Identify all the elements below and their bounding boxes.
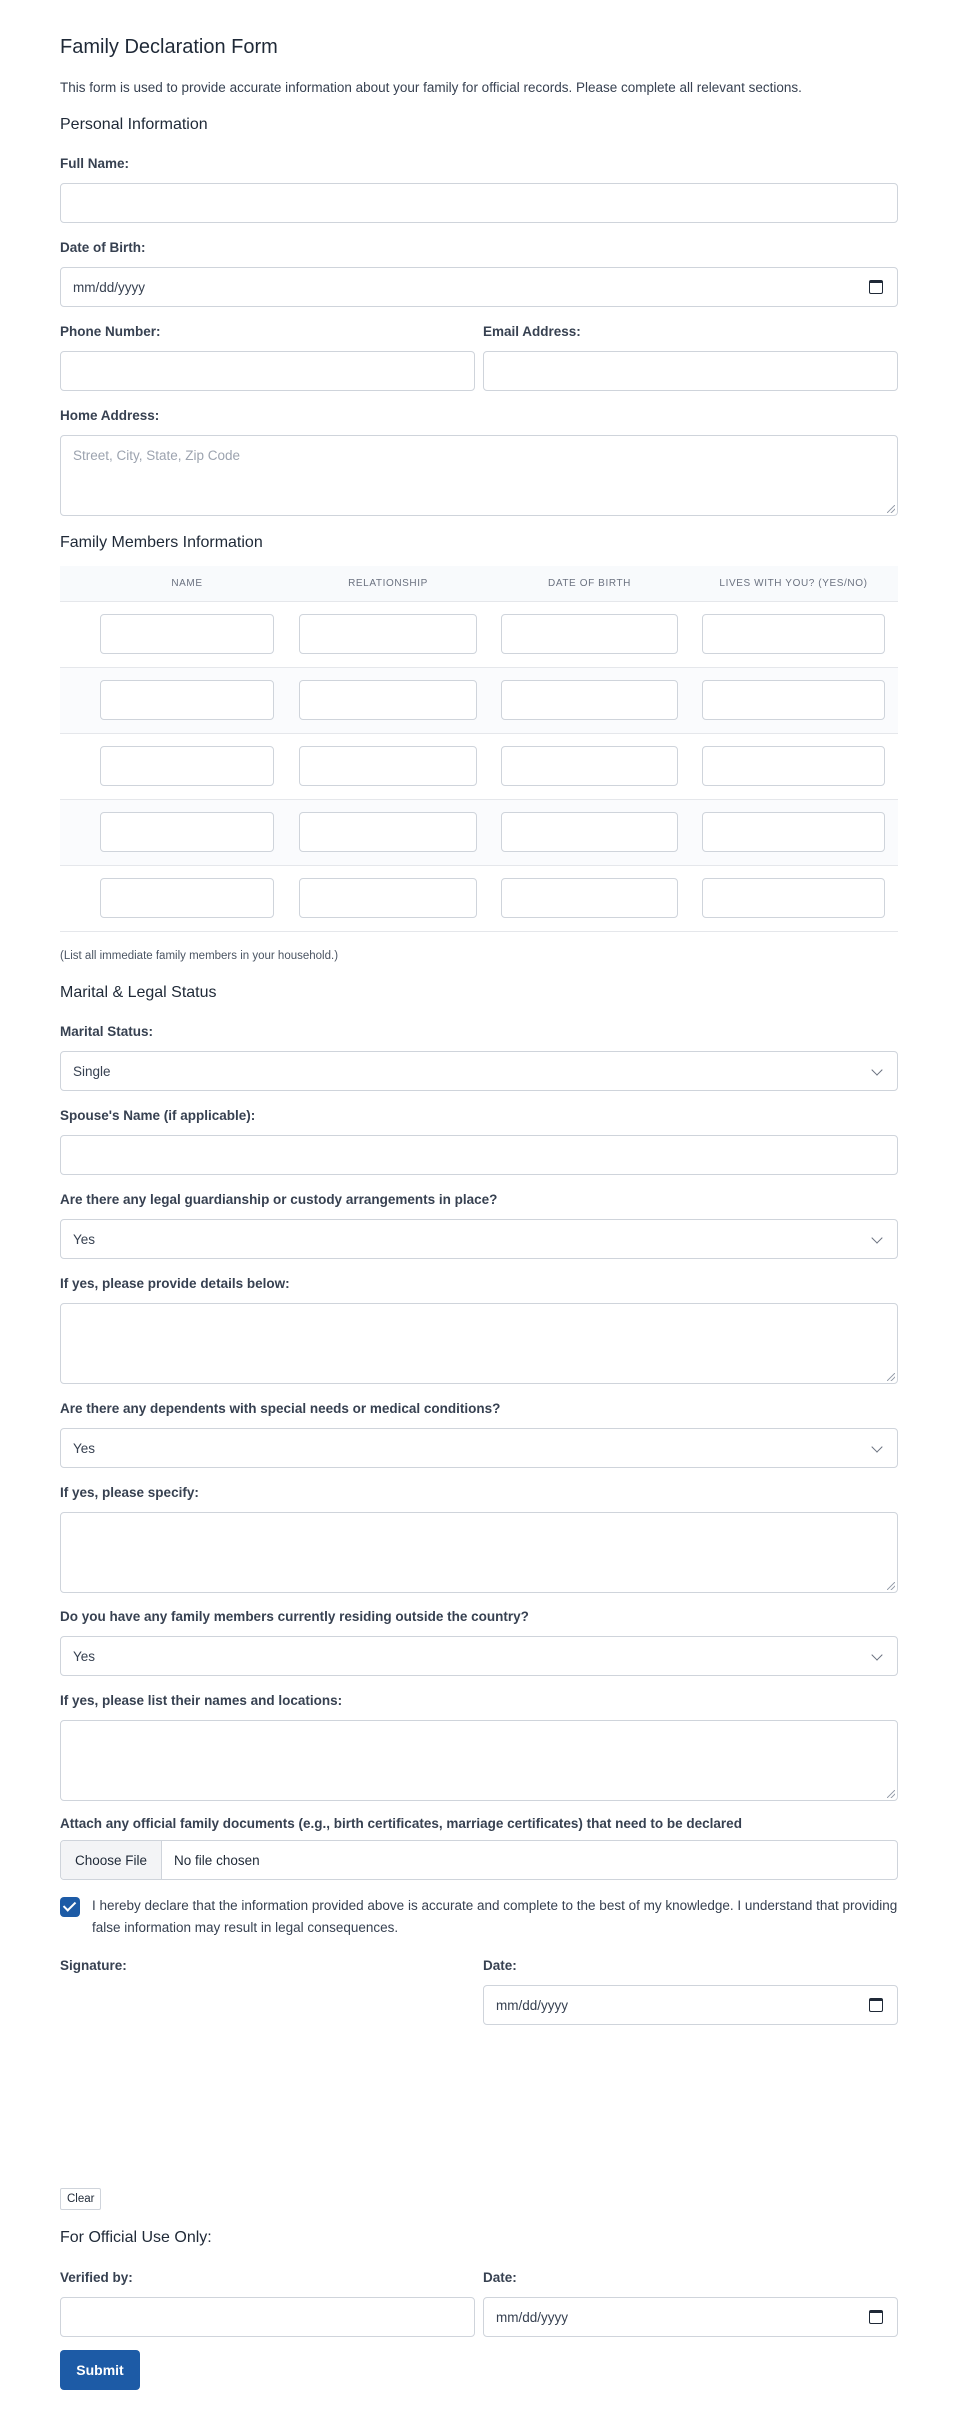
page-title: Family Declaration Form	[60, 36, 278, 58]
declaration-text: I hereby declare that the information provided above is accurate and complete to the best of my knowledge. I understand that providing false information may result in legal consequences.	[92, 1898, 898, 1935]
marital-status-value: Single	[73, 1063, 111, 1079]
abroad-select[interactable]	[60, 1636, 898, 1676]
email-input[interactable]	[483, 351, 898, 391]
table-row	[60, 602, 898, 668]
clear-signature-button[interactable]: Clear	[60, 2188, 101, 2210]
guardianship-details-textarea[interactable]	[60, 1303, 898, 1384]
family-info-heading: Family Members Information	[60, 534, 263, 551]
abroad-label: Do you have any family members currently residing outside the country?	[60, 1609, 529, 1624]
address-placeholder: Street, City, State, Zip Code	[73, 448, 241, 463]
member-relationship-input[interactable]	[299, 878, 477, 918]
resize-handle-icon[interactable]	[887, 505, 895, 513]
member-lives-with-input[interactable]	[702, 812, 885, 852]
member-relationship-input[interactable]	[299, 680, 477, 720]
member-name-input[interactable]	[100, 878, 274, 918]
guardianship-details-label: If yes, please provide details below:	[60, 1276, 290, 1291]
chevron-down-icon	[871, 1064, 882, 1075]
special-needs-value: Yes	[73, 1440, 96, 1456]
form-intro: This form is used to provide accurate information about your family for official records. Please complete all relevant sections.	[60, 80, 802, 95]
address-textarea[interactable]	[60, 435, 898, 516]
member-name-input[interactable]	[100, 812, 274, 852]
official-use-heading: For Official Use Only:	[60, 2229, 212, 2246]
official-date-placeholder: mm/dd/yyyy	[496, 2309, 569, 2325]
member-name-input[interactable]	[100, 680, 274, 720]
spouse-name-input[interactable]	[60, 1135, 898, 1175]
table-row	[60, 734, 898, 800]
marital-legal-heading: Marital & Legal Status	[60, 984, 217, 1001]
member-relationship-input[interactable]	[299, 812, 477, 852]
dob-input[interactable]	[60, 267, 898, 307]
abroad-details-textarea[interactable]	[60, 1720, 898, 1801]
official-date-label: Date:	[483, 2270, 517, 2285]
chevron-down-icon	[871, 1649, 882, 1660]
signature-pad[interactable]	[60, 1982, 475, 2182]
member-name-input[interactable]	[100, 746, 274, 786]
member-name-input[interactable]	[100, 614, 274, 654]
chevron-down-icon	[871, 1232, 882, 1243]
abroad-details-label: If yes, please list their names and locations:	[60, 1693, 343, 1708]
phone-input[interactable]	[60, 351, 475, 391]
file-status: No file chosen	[174, 1852, 260, 1868]
attachments-label: Attach any official family documents (e.g., birth certificates, marriage certificates) that need to be declared	[60, 1816, 742, 1831]
phone-label: Phone Number:	[60, 324, 161, 339]
guardianship-value: Yes	[73, 1231, 96, 1247]
member-dob-input[interactable]	[501, 614, 678, 654]
address-label: Home Address:	[60, 408, 160, 423]
table-header	[60, 566, 898, 602]
spouse-name-label: Spouse's Name (if applicable):	[60, 1108, 256, 1123]
special-needs-details-textarea[interactable]	[60, 1512, 898, 1593]
family-members-table	[60, 566, 898, 932]
resize-handle-icon[interactable]	[887, 1582, 895, 1590]
calendar-icon[interactable]	[869, 1998, 883, 2012]
column-header-name: NAME	[171, 578, 203, 589]
table-row	[60, 866, 898, 932]
guardianship-select[interactable]	[60, 1219, 898, 1259]
submit-button[interactable]: Submit	[60, 2350, 140, 2390]
full-name-input[interactable]	[60, 183, 898, 223]
resize-handle-icon[interactable]	[887, 1790, 895, 1798]
verified-by-input[interactable]	[60, 2297, 475, 2337]
resize-handle-icon[interactable]	[887, 1373, 895, 1381]
member-dob-input[interactable]	[501, 680, 678, 720]
member-dob-input[interactable]	[501, 746, 678, 786]
member-relationship-input[interactable]	[299, 614, 477, 654]
marital-status-select[interactable]	[60, 1051, 898, 1091]
full-name-label: Full Name:	[60, 156, 130, 171]
chevron-down-icon	[871, 1441, 882, 1452]
table-row	[60, 668, 898, 734]
abroad-value: Yes	[73, 1648, 96, 1664]
calendar-icon[interactable]	[869, 280, 883, 294]
member-lives-with-input[interactable]	[702, 680, 885, 720]
verified-by-label: Verified by:	[60, 2270, 133, 2285]
dob-label: Date of Birth:	[60, 240, 146, 255]
email-label: Email Address:	[483, 324, 581, 339]
column-header-lives-with: LIVES WITH YOU? (YES/NO)	[719, 578, 868, 589]
signature-date-placeholder: mm/dd/yyyy	[496, 1997, 569, 2013]
column-header-relationship: RELATIONSHIP	[348, 578, 428, 589]
dob-placeholder: mm/dd/yyyy	[73, 279, 146, 295]
signature-date-label: Date:	[483, 1958, 517, 1973]
member-dob-input[interactable]	[501, 812, 678, 852]
calendar-icon[interactable]	[869, 2310, 883, 2324]
family-table-note: (List all immediate family members in your household.)	[60, 950, 339, 962]
table-row	[60, 800, 898, 866]
member-relationship-input[interactable]	[299, 746, 477, 786]
special-needs-details-label: If yes, please specify:	[60, 1485, 199, 1500]
official-date-input[interactable]	[483, 2297, 898, 2337]
choose-file-button[interactable]: Choose File	[61, 1841, 162, 1879]
special-needs-label: Are there any dependents with special needs or medical conditions?	[60, 1401, 501, 1416]
file-upload-input[interactable]	[60, 1840, 898, 1880]
column-header-dob: DATE OF BIRTH	[548, 578, 631, 589]
member-lives-with-input[interactable]	[702, 746, 885, 786]
member-dob-input[interactable]	[501, 878, 678, 918]
marital-status-label: Marital Status:	[60, 1024, 154, 1039]
personal-info-heading: Personal Information	[60, 116, 208, 133]
declaration-checkbox[interactable]	[60, 1897, 80, 1917]
member-lives-with-input[interactable]	[702, 614, 885, 654]
signature-label: Signature:	[60, 1958, 127, 1973]
member-lives-with-input[interactable]	[702, 878, 885, 918]
signature-date-input[interactable]	[483, 1985, 898, 2025]
guardianship-label: Are there any legal guardianship or custody arrangements in place?	[60, 1192, 498, 1207]
special-needs-select[interactable]	[60, 1428, 898, 1468]
